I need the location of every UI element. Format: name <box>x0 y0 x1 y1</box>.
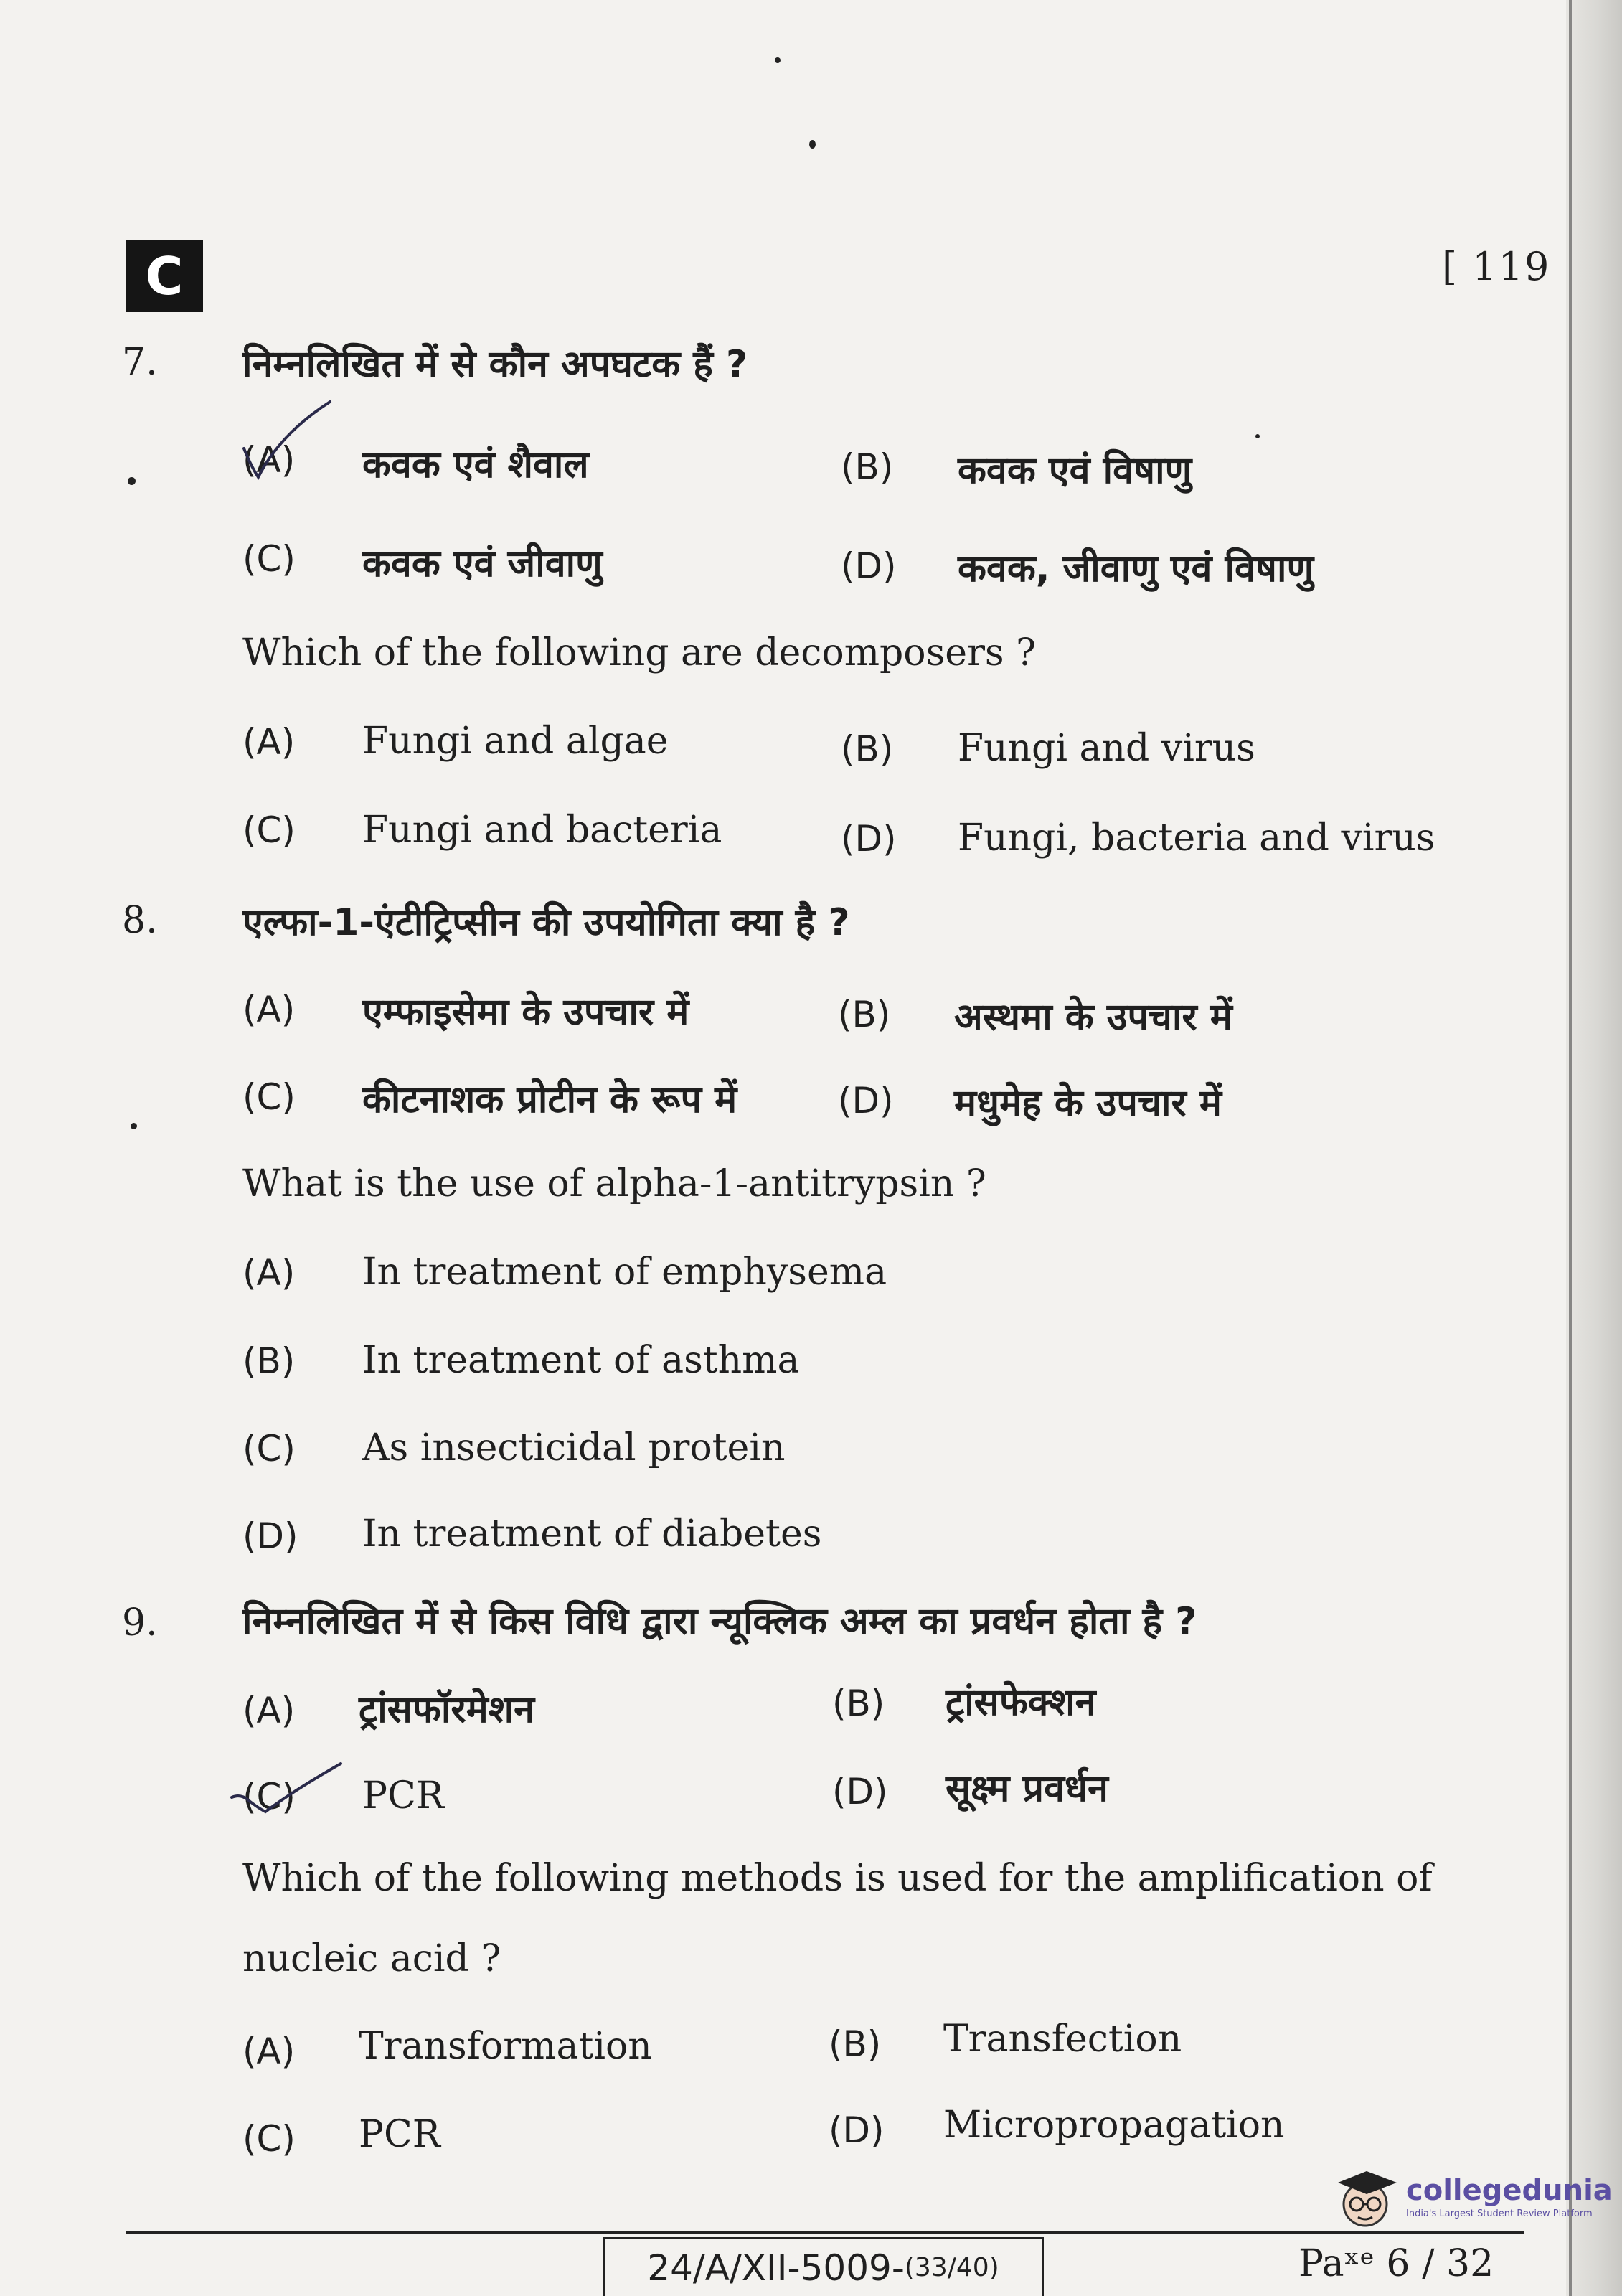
paper-speck <box>131 1123 137 1129</box>
q9-en-option-d-label: (D) <box>829 2109 885 2151</box>
q9-hi-option-d-label: (D) <box>832 1771 888 1812</box>
q9-hi-option-a-text: ट्रांसफॉरमेशन <box>359 1688 534 1731</box>
page-number: Paˣᵉ 6 / 32 <box>1298 2242 1494 2285</box>
question-8-hindi: एल्फा-1-एंटीट्रिप्सीन की उपयोगिता क्या है ? <box>242 901 850 944</box>
page-edge <box>1566 0 1622 2296</box>
q8-hi-option-b-label: (B) <box>838 994 891 1035</box>
q8-en-option-a-text: In treatment of emphysema <box>362 1251 887 1294</box>
question-9-english-line2: nucleic acid ? <box>242 1937 501 1980</box>
question-9-hindi: निम्नलिखित में से किस विधि द्वारा न्यूक्लिक अम्ल का प्रवर्धन होता है ? <box>242 1600 1197 1643</box>
q9-en-option-c-label: (C) <box>242 2118 296 2160</box>
question-8-english: What is the use of alpha-1-antitrypsin ? <box>242 1162 986 1205</box>
q8-hi-option-d-label: (D) <box>838 1080 894 1121</box>
q7-en-option-d-text: Fungi, bacteria and virus <box>958 817 1435 860</box>
tick-mark-icon <box>237 398 337 491</box>
q7-hi-option-c-label: (C) <box>242 538 296 580</box>
page-reference-number: [ 119 <box>1442 244 1551 289</box>
paper-code-set: (33/40) <box>904 2253 999 2282</box>
q8-en-option-c-label: (C) <box>242 1428 296 1469</box>
question-number-9: 9. <box>122 1601 158 1645</box>
q7-hi-option-c-text: कवक एवं जीवाणु <box>362 542 603 585</box>
watermark-tagline: India's Largest Student Review Platform <box>1406 2208 1593 2219</box>
paper-speck <box>1255 434 1260 438</box>
watermark-brand-name: collegedunia <box>1406 2174 1613 2207</box>
q8-en-option-b-label: (B) <box>242 1340 296 1382</box>
q7-en-option-a-label: (A) <box>242 721 296 763</box>
q7-hi-option-d-label: (D) <box>841 545 897 587</box>
q9-en-option-a-text: Transformation <box>359 2025 652 2068</box>
q9-hi-option-b-label: (B) <box>832 1683 885 1724</box>
q7-en-option-d-label: (D) <box>841 818 897 860</box>
question-9-english-line1: Which of the following methods is used for the amplification of <box>242 1857 1433 1900</box>
q8-en-option-a-label: (A) <box>242 1252 296 1294</box>
graduate-mascot-icon <box>1331 2167 1402 2231</box>
question-7-hindi: निम्नलिखित में से कौन अपघटक हैं ? <box>242 343 748 386</box>
q8-en-option-d-label: (D) <box>242 1515 298 1557</box>
q9-en-option-b-text: Transfection <box>943 2018 1182 2061</box>
q7-hi-option-d-text: कवक, जीवाणु एवं विषाणु <box>958 547 1314 591</box>
q8-en-option-b-text: In treatment of asthma <box>362 1339 800 1382</box>
q9-en-option-a-label: (A) <box>242 2031 296 2072</box>
paper-speck <box>809 140 816 149</box>
q8-hi-option-a-label: (A) <box>242 989 296 1030</box>
paper-code-box <box>603 2237 1044 2296</box>
collegedunia-watermark <box>1331 2167 1613 2231</box>
q9-en-option-b-label: (B) <box>829 2023 882 2065</box>
question-number-7: 7. <box>122 341 158 384</box>
q8-hi-option-c-label: (C) <box>242 1076 296 1118</box>
question-number-8: 8. <box>122 899 158 942</box>
paper-speck <box>128 477 136 485</box>
question-paper-series-badge: C <box>126 240 203 312</box>
q7-hi-option-a-text: कवक एवं शैवाल <box>362 443 589 486</box>
q9-en-option-c-text: PCR <box>359 2113 440 2156</box>
q7-en-option-c-label: (C) <box>242 809 296 851</box>
q9-en-option-d-text: Micropropagation <box>943 2104 1285 2147</box>
q8-hi-option-b-text: अस्थमा के उपचार में <box>954 996 1232 1039</box>
paper-speck <box>775 57 781 63</box>
q9-hi-option-d-text: सूक्ष्म प्रवर्धन <box>946 1767 1108 1810</box>
footer-rule <box>126 2231 1524 2234</box>
q7-hi-option-a-label: (A) <box>242 439 296 481</box>
q9-hi-option-c-label: (C) <box>242 1776 296 1817</box>
q7-en-option-b-text: Fungi and virus <box>958 727 1255 770</box>
q8-hi-option-a-text: एम्फाइसेमा के उपचार में <box>362 991 689 1034</box>
q7-hi-option-b-label: (B) <box>841 446 894 488</box>
question-7-english: Which of the following are decomposers ? <box>242 631 1037 674</box>
q9-hi-option-b-text: ट्रांसफेक्शन <box>946 1681 1096 1724</box>
paper-code: 24/A/XII-5009- <box>647 2246 905 2289</box>
q8-en-option-c-text: As insecticidal protein <box>362 1426 786 1469</box>
q7-en-option-c-text: Fungi and bacteria <box>362 809 722 852</box>
q7-en-option-b-label: (B) <box>841 728 894 770</box>
q8-hi-option-c-text: कीटनाशक प्रोटीन के रूप में <box>362 1078 737 1121</box>
q9-hi-option-c-text: PCR <box>362 1774 444 1817</box>
tick-mark-icon <box>226 1758 348 1822</box>
page-edge-shadow <box>1569 0 1572 2296</box>
q9-hi-option-a-label: (A) <box>242 1690 296 1731</box>
q8-hi-option-d-text: मधुमेह के उपचार में <box>954 1082 1222 1125</box>
q7-hi-option-b-text: कवक एवं विषाणु <box>958 449 1192 492</box>
q7-en-option-a-text: Fungi and algae <box>362 720 669 763</box>
q8-en-option-d-text: In treatment of diabetes <box>362 1512 822 1556</box>
